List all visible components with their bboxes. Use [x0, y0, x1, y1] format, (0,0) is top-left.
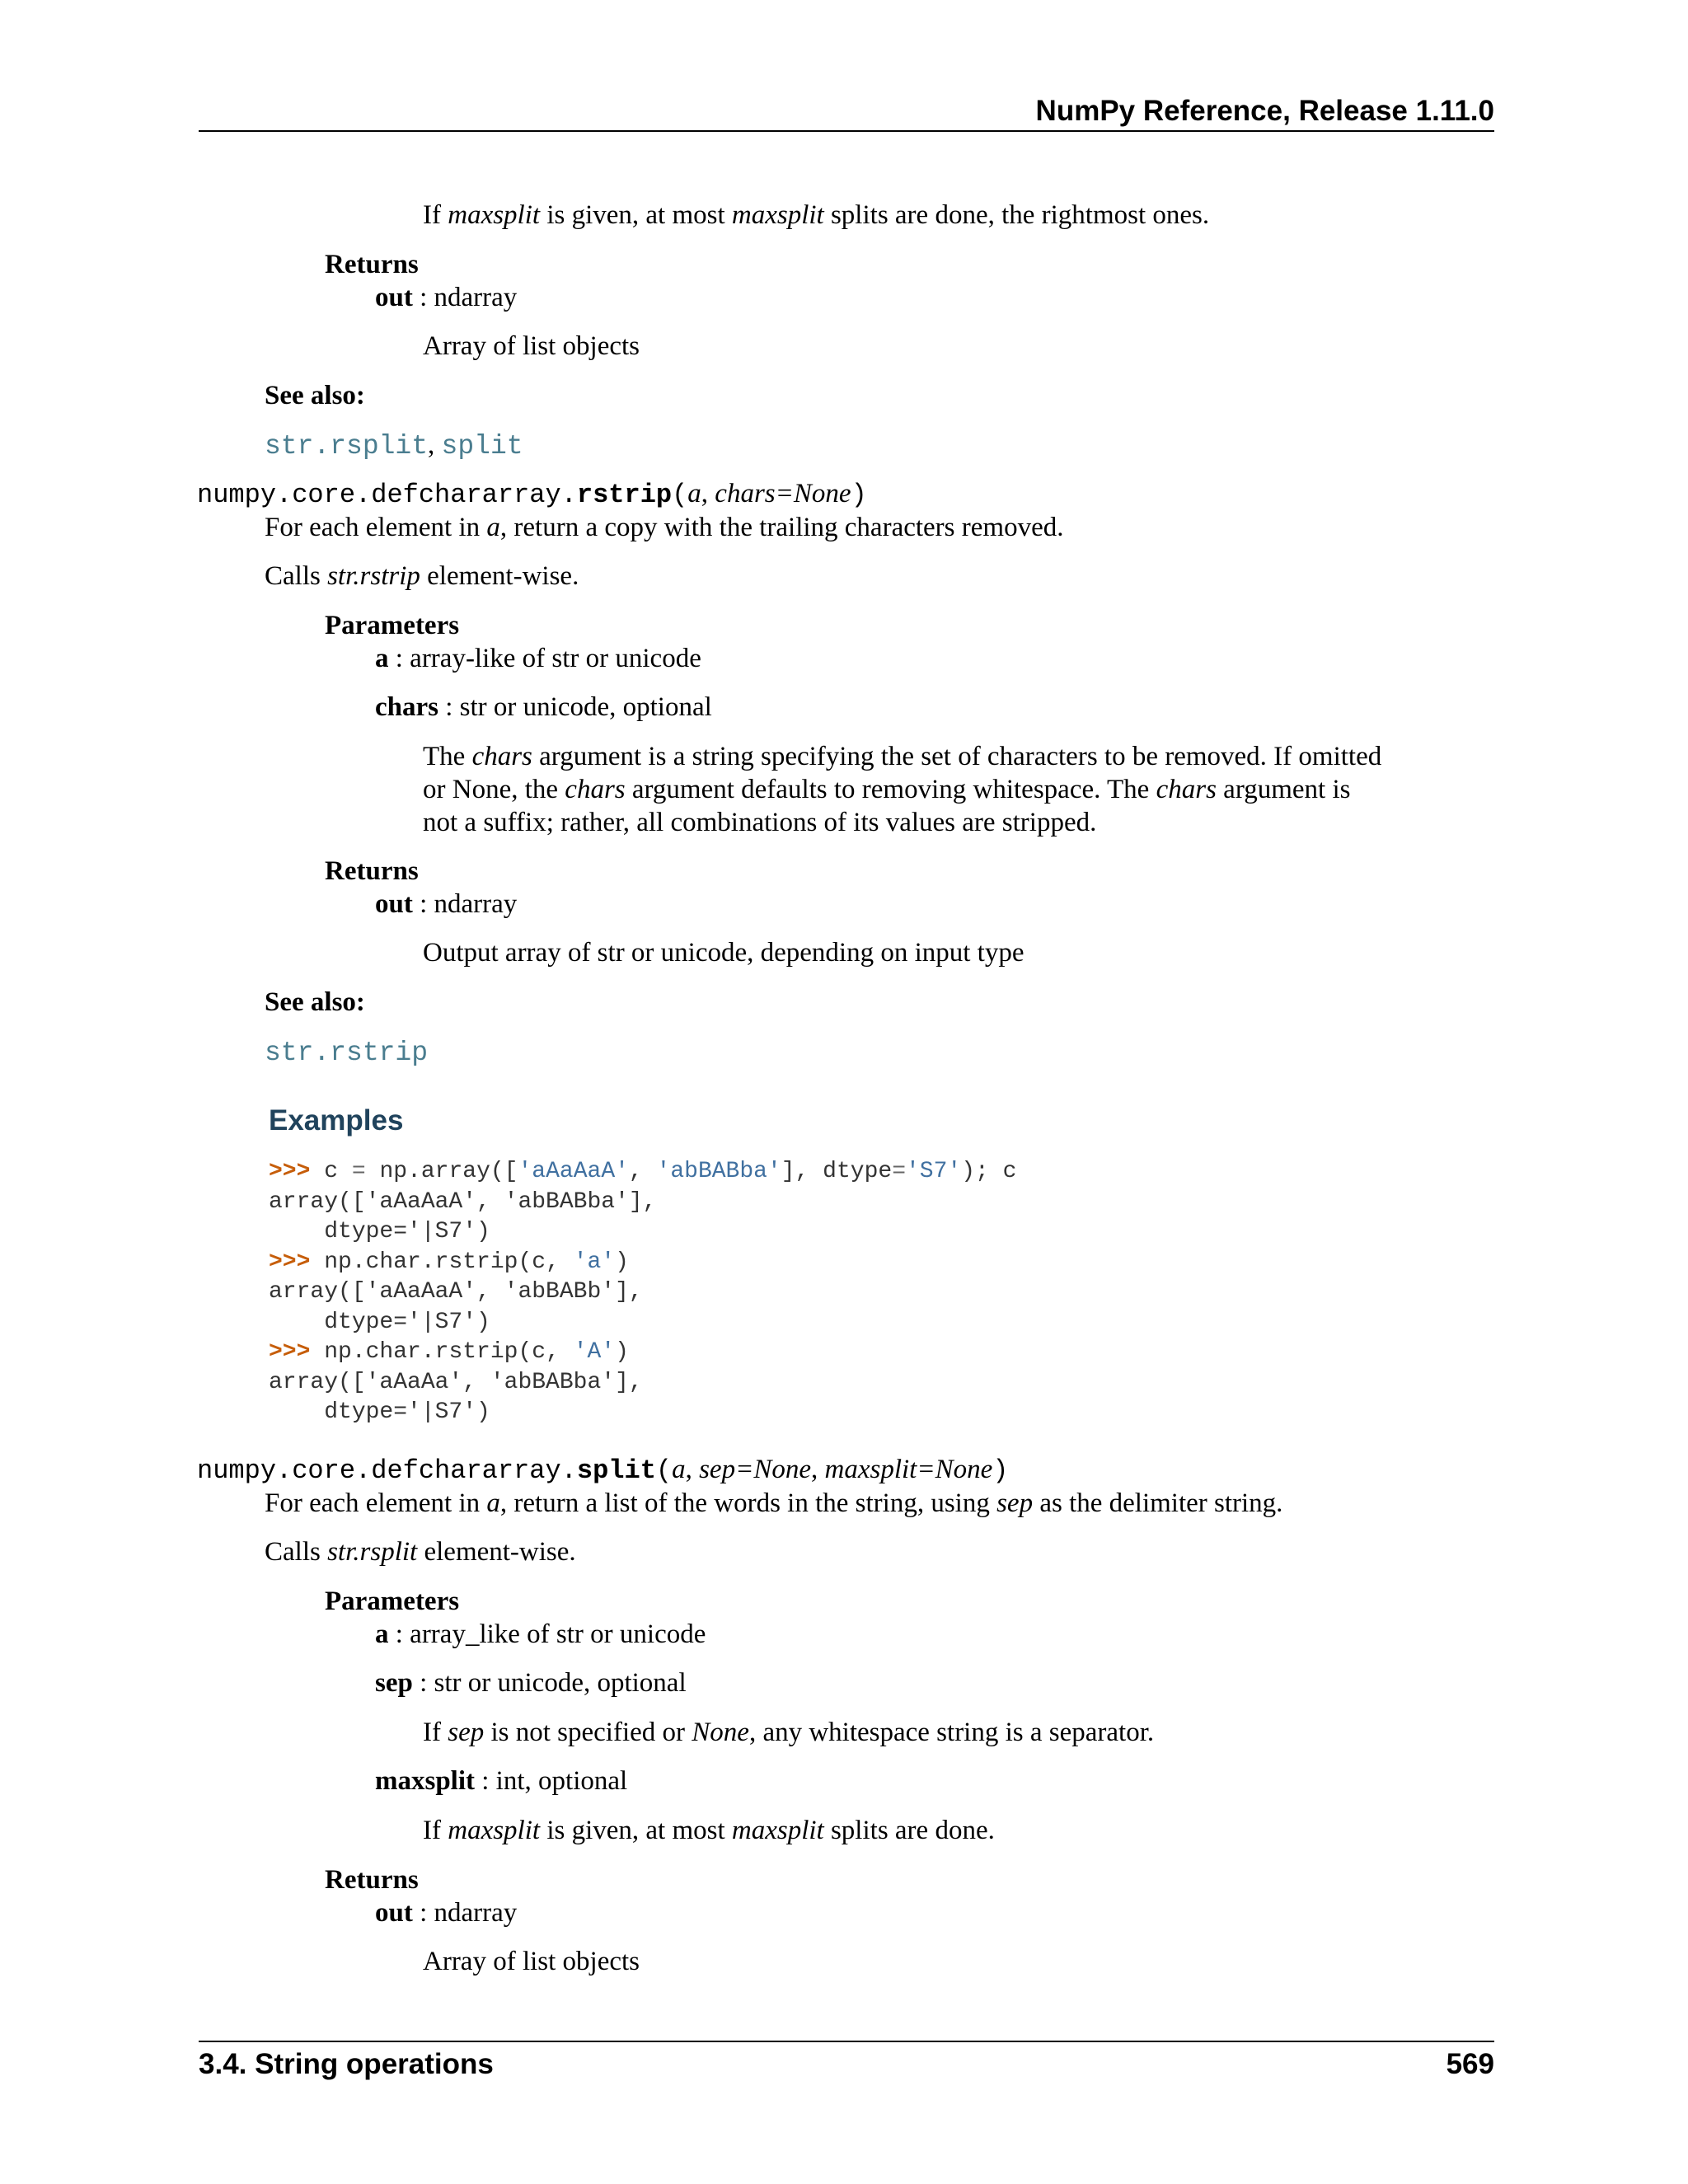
code-line: >>> np.char.rstrip(c, 'A') — [269, 1339, 629, 1365]
rstrip-summary: For each element in a, return a copy with the trailing characters removed. — [265, 513, 1064, 542]
split-parameters-heading: Parameters — [325, 1586, 460, 1616]
code-line: array(['aAaAa', 'abBABba'], — [269, 1369, 643, 1395]
split-calls: Calls str.rsplit element-wise. — [265, 1537, 576, 1567]
footer-page-number: 569 — [1446, 2048, 1494, 2080]
rstrip-code-example — [269, 1157, 1016, 1428]
rsplit-returns-heading: Returns — [325, 250, 419, 279]
rsplit-return-description: Array of list objects — [423, 331, 640, 361]
running-footer — [199, 2041, 1494, 2087]
rstrip-see-also-heading: See also: — [265, 987, 365, 1017]
rstrip-return-description: Output array of str or unicode, depending on input type — [423, 938, 1025, 968]
rsplit-see-also-links: str.rsplit, split — [265, 430, 523, 462]
split-signature: numpy.core.defchararray.split(a, sep=None, maxsplit=None) — [197, 1455, 1009, 1486]
rstrip-param-chars: chars : str or unicode, optional — [375, 692, 712, 722]
rsplit-return-out: out : ndarray — [375, 283, 518, 312]
examples-heading: Examples — [269, 1104, 404, 1137]
see-also-link-split[interactable]: split — [441, 431, 523, 462]
rstrip-returns-heading: Returns — [325, 856, 419, 886]
code-line: array(['aAaAaA', 'abBABb'], — [269, 1279, 643, 1305]
code-line: dtype='|S7') — [269, 1219, 490, 1244]
rsplit-maxsplit-description: If maxsplit is given, at most maxsplit splits are done, the rightmost ones. — [423, 200, 1210, 230]
code-line: dtype='|S7') — [269, 1399, 490, 1425]
split-summary: For each element in a, return a list of the words in the string, using sep as the delimiter string. — [265, 1488, 1283, 1518]
rsplit-see-also-heading: See also: — [265, 381, 365, 410]
rstrip-calls: Calls str.rstrip element-wise. — [265, 561, 579, 591]
code-line: dtype='|S7') — [269, 1309, 490, 1335]
rstrip-chars-description-line2: or None, the chars argument defaults to removing whitespace. The chars argument is — [423, 775, 1351, 804]
rstrip-see-also-links — [265, 1034, 428, 1071]
split-param-maxsplit: maxsplit : int, optional — [375, 1766, 628, 1796]
see-also-link-str-rsplit[interactable]: str.rsplit — [265, 431, 429, 462]
see-also-link-str-rstrip[interactable]: str.rstrip — [265, 1038, 429, 1068]
rstrip-param-a: a : array-like of str or unicode — [375, 644, 701, 673]
rstrip-chars-description-line1: The chars argument is a string specifying the set of characters to be removed. If omitted — [423, 742, 1382, 771]
code-line: >>> np.char.rstrip(c, 'a') — [269, 1249, 629, 1275]
split-param-a: a : array_like of str or unicode — [375, 1619, 706, 1649]
split-sep-description: If sep is not specified or None, any whitespace string is a separator. — [423, 1718, 1155, 1747]
split-return-description: Array of list objects — [423, 1947, 640, 1976]
split-param-sep: sep : str or unicode, optional — [375, 1668, 687, 1698]
split-maxsplit-description: If maxsplit is given, at most maxsplit splits are done. — [423, 1816, 995, 1845]
rstrip-signature: numpy.core.defchararray.rstrip(a, chars=None) — [197, 479, 867, 510]
rstrip-return-out: out : ndarray — [375, 889, 518, 919]
split-returns-heading: Returns — [325, 1865, 419, 1895]
code-line: array(['aAaAaA', 'abBABba'], — [269, 1188, 657, 1215]
split-return-out: out : ndarray — [375, 1898, 518, 1928]
running-header: NumPy Reference, Release 1.11.0 — [199, 92, 1494, 132]
rstrip-chars-description-line3: not a suffix; rather, all combinations of its values are stripped. — [423, 808, 1097, 837]
code-line: >>> c = np.array(['aAaAaA', 'abBABba'], dtype='S7'); c — [269, 1159, 1017, 1184]
footer-section-title: 3.4. String operations — [199, 2048, 494, 2080]
rstrip-parameters-heading: Parameters — [325, 611, 460, 640]
